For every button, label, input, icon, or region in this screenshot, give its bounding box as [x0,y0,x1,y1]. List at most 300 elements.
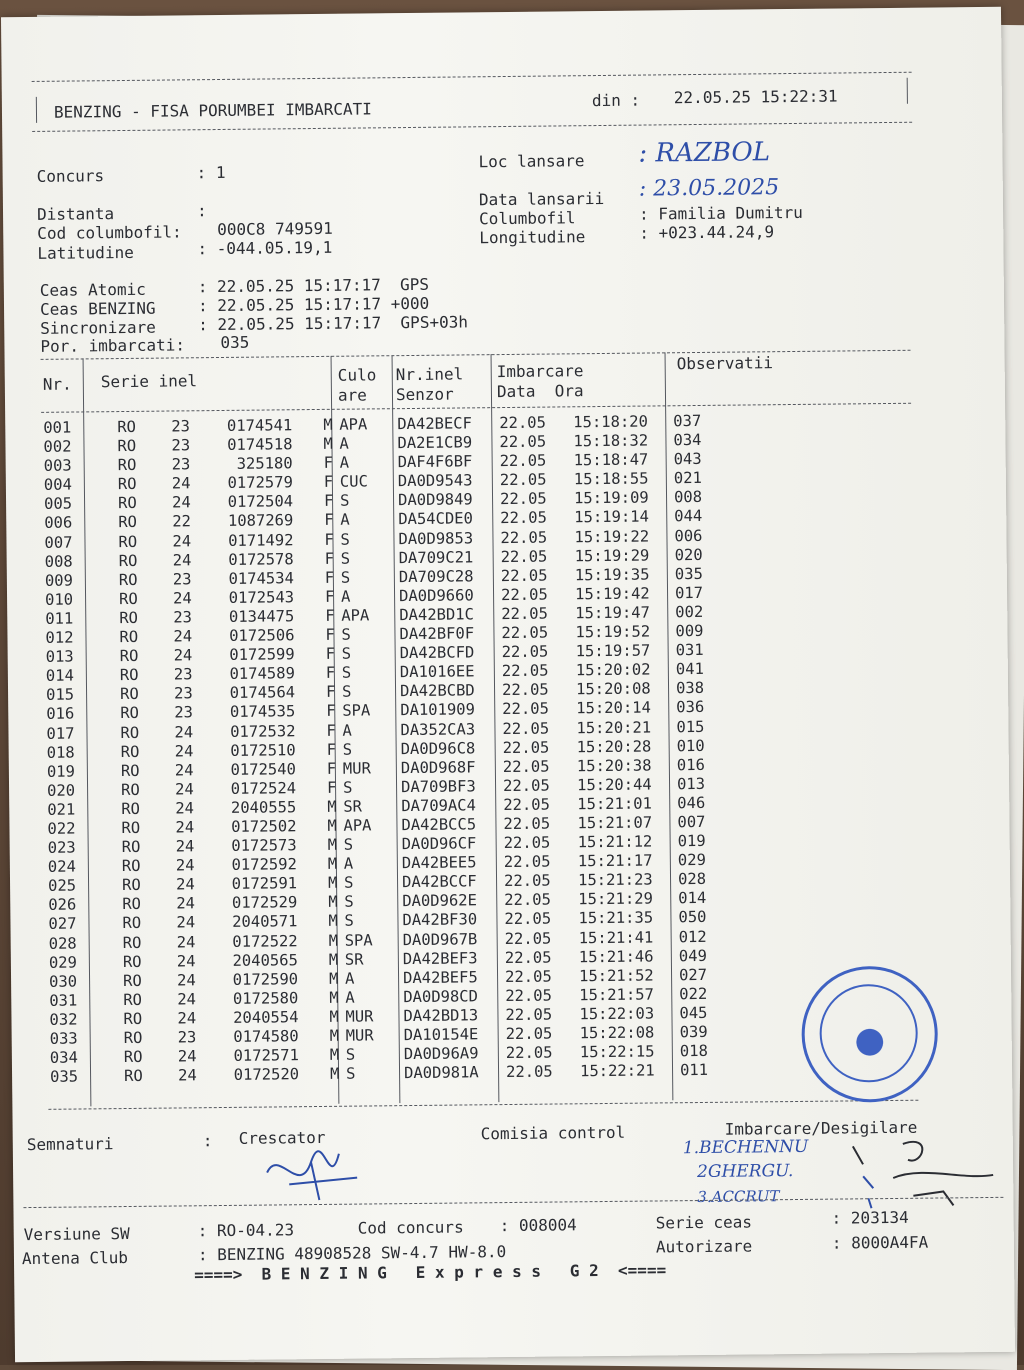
row-sex: M [328,950,339,969]
antena-club-label: Antena Club [21,1248,129,1269]
ceas-atomic-value: : 22.05.25 15:17:17 GPS [197,274,430,297]
row-sex: M [327,874,338,893]
row-sex: M [323,434,333,454]
row-year: 24 [175,856,195,875]
row-nr: 017 [46,724,75,743]
row-sex: M [327,797,337,816]
row-sensor: DA54CDE0 [398,509,474,529]
row-sex: M [327,835,338,854]
row-time: 15:20:14 [576,698,652,718]
ceas-atomic-label: Ceas Atomic [39,279,146,300]
row-color: S [340,530,350,549]
table-bottom-rule [48,1100,918,1110]
row-country: RO [121,799,141,818]
col-header-senzor: Senzor [395,384,454,405]
row-observatii: 028 [677,870,707,889]
row-time: 15:21:41 [578,928,654,947]
row-ring-number: 0172529 [231,893,298,913]
row-observatii: 016 [676,755,705,774]
row-time: 15:19:57 [575,641,651,661]
row-time: 15:19:14 [574,507,650,527]
row-sensor: DA0D9849 [397,490,473,510]
row-date: 22.05 [505,1005,553,1024]
row-time: 15:21:29 [578,889,654,909]
row-country: RO [118,513,138,532]
row-date: 22.05 [504,948,552,967]
row-color: S [345,1045,356,1064]
row-nr: 007 [44,533,73,552]
row-sex: F [324,530,334,549]
row-observatii: 046 [677,793,706,813]
ceas-benzing-value: : 22.05.25 15:17:17 +000 [197,293,430,316]
semnaturi-label: Semnaturi [26,1134,114,1155]
row-sensor: DA0D9853 [398,528,474,548]
row-country: RO [118,589,138,608]
row-date: 22.05 [503,871,551,891]
row-country: RO [122,895,142,914]
row-observatii: 022 [679,984,708,1004]
row-year: 24 [177,990,197,1009]
row-ring-number: 0172573 [231,836,297,855]
col-header-observatii: Observatii [676,353,774,374]
row-observatii: 017 [674,583,704,603]
row-color: S [343,835,354,854]
cod-concurs-label: Cod concurs [357,1217,464,1238]
row-time: 15:20:21 [576,718,652,737]
row-ring-number: 2040571 [232,912,298,932]
row-country: RO [121,857,141,876]
row-ring-number: 2040565 [232,950,298,970]
row-color: S [341,625,351,644]
row-nr: 011 [45,609,74,628]
row-nr: 015 [45,685,75,705]
row-sensor: DA0D9543 [397,471,473,491]
row-observatii: 012 [678,927,707,946]
row-time: 15:18:47 [573,450,649,470]
row-color: S [345,1064,356,1083]
row-sex: M [328,969,339,988]
row-date: 22.05 [501,604,549,624]
row-sex: M [327,854,338,874]
row-sex: M [328,893,338,912]
header-top-rule [32,72,912,82]
row-ring-number: 0174535 [229,702,296,722]
row-nr: 023 [47,838,76,857]
row-country: RO [123,1009,143,1028]
row-date: 22.05 [499,451,547,471]
row-ring-number: 0172579 [227,473,293,493]
row-country: RO [120,742,140,761]
row-ring-number: 0172578 [228,549,294,569]
row-year: 24 [174,722,194,741]
row-sensor: DA709AC4 [401,796,477,815]
row-year: 24 [171,474,191,493]
row-country: RO [123,1028,143,1048]
row-date: 22.05 [505,1062,553,1082]
row-sex: M [329,1007,339,1026]
row-observatii: 050 [678,908,707,927]
antena-club-value: : BENZING 48908528 SW-4.7 HW-8.0 [197,1242,507,1265]
row-color: S [339,492,350,511]
row-date: 22.05 [502,738,550,757]
row-year: 23 [173,684,193,703]
row-date: 22.05 [504,890,552,910]
row-color: MUR [345,1007,374,1026]
row-observatii: 035 [674,564,703,583]
row-sex: F [325,625,335,644]
col-header-serie-inel: Serie inel [100,371,198,392]
row-country: RO [122,914,142,933]
row-sex: M [329,1026,340,1045]
row-time: 15:18:20 [573,412,649,432]
row-ring-number: 0172532 [230,721,296,741]
row-observatii: 008 [673,488,703,507]
row-time: 15:22:21 [579,1061,655,1081]
row-time: 15:19:42 [574,584,650,604]
row-observatii: 027 [678,965,708,984]
row-nr: 014 [45,666,74,686]
row-ring-number: 2040554 [233,1008,299,1027]
sincronizare-value: : 22.05.25 15:17:17 GPS+03h [198,312,469,335]
row-year: 24 [172,550,192,570]
row-year: 24 [176,971,196,990]
row-year: 22 [172,512,192,531]
row-sensor: DA42BD1C [399,605,475,625]
row-sensor: DA42BCCF [401,872,477,892]
row-time: 15:19:22 [574,527,650,546]
autorizare-value: : 8000A4FA [831,1232,929,1253]
row-ring-number: 0172592 [231,855,297,875]
row-country: RO [121,837,141,857]
serie-ceas-label: Serie ceas [655,1212,753,1233]
row-sensor: DA709BF3 [400,777,476,796]
row-time: 15:19:09 [573,488,649,508]
row-date: 22.05 [499,413,547,433]
row-ring-number: 0172506 [229,626,295,645]
row-observatii: 010 [676,736,705,755]
cod-concurs-value: : 008004 [499,1215,577,1236]
row-time: 15:20:28 [576,737,652,756]
row-country: RO [122,952,142,971]
row-sex: F [326,778,337,797]
row-observatii: 021 [673,469,702,488]
row-time: 15:21:57 [579,985,655,1005]
semnaturi-colon: : [202,1131,213,1151]
row-observatii: 002 [675,602,704,622]
row-sensor: DA42BCFD [399,643,475,663]
distanta-label: Distanta [36,204,115,224]
row-nr: 032 [49,1010,78,1029]
row-date: 22.05 [505,986,553,1005]
row-sensor: DA42BCC5 [401,815,477,835]
row-nr: 021 [47,800,76,819]
cod-columbofil-label: Cod columbofil: [37,222,182,243]
concurs-label: Concurs [36,166,105,186]
row-date: 22.05 [500,585,548,604]
row-observatii: 011 [679,1061,709,1080]
loc-lansare-value: : RAZBOL [638,137,771,169]
row-sensor: DA2E1CB9 [397,433,473,453]
row-color: S [340,568,351,587]
row-sex: F [324,587,335,606]
row-year: 24 [172,589,192,608]
row-ring-number: 0172524 [230,779,297,798]
row-observatii: 019 [677,832,706,851]
row-ring-number: 0172502 [231,817,297,836]
row-color: APA [341,606,370,625]
row-time: 15:22:08 [579,1023,655,1043]
row-ring-number: 1087269 [227,511,294,531]
row-color: CUC [339,472,368,492]
row-year: 24 [171,493,191,512]
row-sex: M [323,415,333,434]
row-country: RO [117,494,137,513]
row-year: 23 [174,703,194,722]
row-color: SPA [344,930,373,950]
crescator-signature [259,1141,370,1202]
row-time: 15:21:52 [578,966,654,985]
row-sex: F [326,721,336,740]
row-year: 23 [173,665,193,684]
row-year: 24 [176,894,196,913]
row-sensor: DA42BECF [397,414,473,434]
row-sensor: DA42BF30 [402,910,478,930]
row-country: RO [122,971,142,990]
commission-member-1: 1.BECHENNU [682,1136,809,1159]
row-nr: 020 [46,781,76,800]
row-nr: 012 [45,628,74,647]
row-nr: 006 [44,514,73,533]
row-date: 22.05 [503,795,551,814]
crescator-label: Crescator [238,1127,326,1148]
row-country: RO [118,551,138,570]
loc-lansare-label: Loc lansare [478,151,585,172]
row-time: 15:22:15 [579,1042,655,1062]
row-ring-number: 0172599 [229,645,295,665]
longitudine-value: : +023.44.24,9 [639,222,775,243]
row-observatii: 018 [679,1042,708,1061]
row-color: S [341,682,352,702]
row-sex: F [325,606,335,625]
row-observatii: 031 [675,641,704,660]
row-date: 22.05 [503,852,551,872]
concurs-value: : 1 [196,162,226,183]
row-observatii: 045 [679,1003,708,1023]
row-date: 22.05 [505,1024,553,1044]
row-observatii: 043 [673,450,702,469]
row-sensor: DA1016EE [399,662,475,682]
row-time: 15:21:07 [577,813,653,833]
row-sex: M [328,931,339,950]
row-sex: F [324,549,335,568]
row-time: 15:21:17 [577,851,653,871]
row-country: RO [123,1067,143,1086]
row-ring-number: 0174518 [227,435,293,455]
row-color: MUR [342,759,371,778]
row-country: RO [120,761,140,780]
row-country: RO [118,570,138,589]
row-date: 22.05 [499,470,547,490]
row-nr: 025 [47,876,77,896]
data-lansarii-value: : 23.05.2025 [638,175,780,202]
latitudine-label: Latitudine [37,242,134,263]
row-observatii: 014 [678,889,707,908]
row-time: 15:20:02 [575,660,651,680]
row-ring-number: 0174564 [229,683,296,703]
row-observatii: 038 [675,679,705,698]
row-observatii: 044 [674,507,703,526]
row-observatii: 049 [678,946,707,965]
row-nr: 005 [43,494,73,514]
row-year: 24 [172,531,192,551]
row-color: S [342,740,353,759]
row-ring-number: 0174580 [233,1027,299,1046]
col-header-nr: Nr. [42,374,72,394]
row-date: 22.05 [501,642,549,662]
row-time: 15:21:01 [577,794,653,814]
row-nr: 004 [43,475,72,495]
row-country: RO [117,436,137,456]
row-year: 24 [177,1066,197,1085]
row-year: 24 [174,760,194,780]
row-year: 24 [174,741,194,761]
row-nr: 026 [48,895,77,915]
longitudine-label: Longitudine [479,227,586,248]
row-nr: 001 [43,418,72,437]
table-header-rule [41,403,911,413]
row-observatii: 020 [674,545,703,564]
row-sex: F [325,664,336,683]
row-sex: F [325,683,336,702]
row-ring-number: 0172571 [233,1046,299,1065]
imbarcare-desigilare-label: Imbarcare/Desigilare [724,1117,918,1139]
row-country: RO [118,532,138,551]
row-nr: 008 [44,552,73,571]
row-nr: 019 [46,762,75,781]
row-date: 22.05 [504,909,552,929]
pigeon-table-body [43,412,750,1088]
row-time: 15:18:55 [573,469,649,489]
row-ring-number: 0171492 [228,530,294,550]
row-year: 24 [176,951,196,971]
comisia-control-label: Comisia control [480,1122,626,1144]
row-year: 24 [173,627,193,646]
row-time: 15:19:52 [575,622,651,642]
commission-member-2: 2GHERGU. [697,1161,794,1183]
data-lansarii-label: Data lansarii [478,188,605,210]
row-date: 22.05 [503,833,551,853]
row-year: 24 [177,1009,197,1028]
autorizare-label: Autorizare [655,1236,753,1257]
row-country: RO [119,685,139,704]
row-color: SPA [342,701,371,721]
row-year: 24 [174,780,194,799]
header-right-border [907,78,908,104]
row-date: 22.05 [501,680,549,700]
row-observatii: 009 [675,621,704,641]
row-color: A [342,721,352,740]
row-year: 23 [177,1028,197,1047]
porumbei-imbarcati-label: Por. imbarcati: [40,335,186,356]
row-observatii: 039 [679,1022,708,1042]
row-time: 15:18:32 [573,431,649,451]
columbofil-label: Columbofil [479,208,576,229]
row-sensor: DA0D981A [403,1063,479,1083]
row-date: 22.05 [504,967,552,986]
row-country: RO [119,666,139,685]
row-observatii: 037 [673,411,702,431]
col-header-nr-inel: Nr.inel [395,364,464,385]
row-color: SR [343,797,363,816]
row-sensor: DAF4F6BF [397,452,473,472]
distanta-value: : [196,201,207,221]
col-header-imbarcare: Imbarcare [496,361,584,382]
row-ring-number: 0172580 [232,989,299,1008]
row-sensor: DA0D9660 [398,586,474,605]
row-ring-number: 0172591 [231,874,298,894]
row-ring-number: 0172510 [230,740,296,760]
row-nr: 024 [47,857,76,876]
row-sensor: DA0D967B [402,929,478,949]
row-date: 22.05 [505,1043,553,1063]
columbofil-value: : Familia Dumitru [638,202,803,224]
row-ring-number: 325180 [236,454,293,474]
row-year: 23 [171,417,191,436]
row-sex: F [323,492,334,511]
row-nr: 031 [49,991,78,1010]
row-ring-number: 0172543 [228,588,295,607]
document-sheet [1,7,1015,1362]
row-year: 24 [175,875,195,894]
row-nr: 013 [45,647,74,666]
col-header-data-ora: Data Ora [496,381,584,402]
row-color: A [339,453,350,472]
row-time: 15:22:03 [579,1004,655,1024]
row-observatii: 034 [673,431,702,450]
row-year: 24 [175,818,195,837]
row-ring-number: 0172590 [232,969,299,989]
row-sensor: DA42BF0F [399,624,475,644]
row-color: A [340,511,350,530]
row-sensor: DA0D962E [402,891,478,911]
row-time: 15:21:12 [577,832,653,852]
row-country: RO [120,723,140,742]
row-nr: 003 [43,456,72,476]
row-time: 15:21:35 [578,908,654,928]
row-sensor: DA10154E [403,1025,479,1045]
row-color: A [339,434,349,453]
row-country: RO [120,780,140,799]
row-time: 15:19:47 [575,603,651,623]
row-year: 23 [172,570,192,589]
row-date: 22.05 [500,547,548,566]
row-date: 22.05 [501,623,549,643]
versiune-sw-value: : RO-04.23 [197,1220,295,1241]
row-sex: F [323,473,334,492]
row-color: SR [344,950,364,969]
row-country: RO [122,933,142,952]
row-nr: 022 [47,819,76,838]
row-sex: M [329,988,339,1007]
row-sensor: DA709C21 [398,548,474,567]
row-time: 15:20:38 [576,756,652,775]
porumbei-imbarcati-value: 035 [220,332,250,352]
sincronizare-label: Sincronizare [40,317,156,338]
row-color: A [340,587,351,606]
row-year: 24 [177,1047,197,1066]
row-time: 15:19:29 [574,546,650,565]
row-country: RO [123,990,143,1009]
